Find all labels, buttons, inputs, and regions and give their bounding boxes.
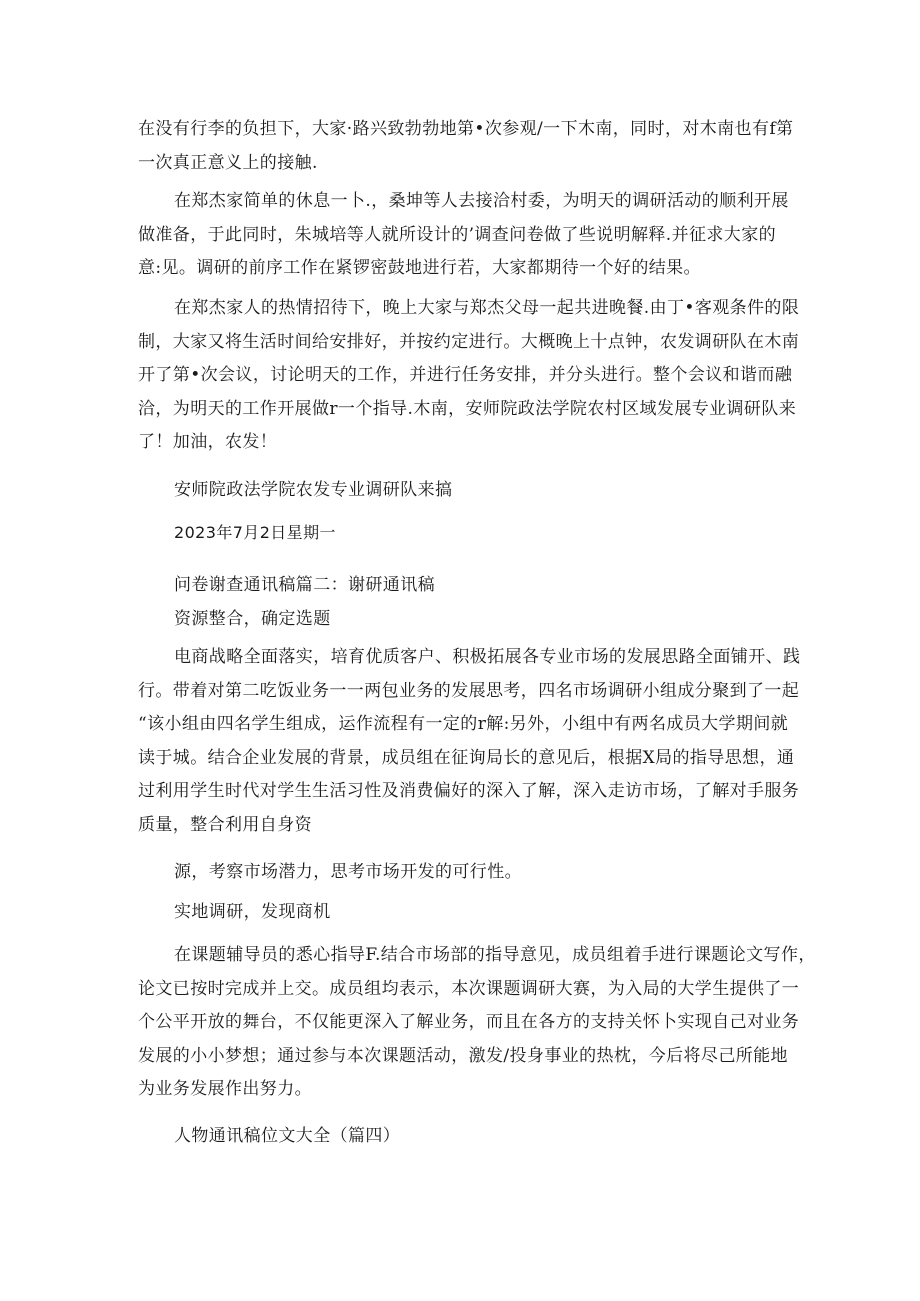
text-line: 做准备，于此同时，朱城培等人就所设计的’调查问卷做了些说明解释.并征求大家的 bbox=[138, 224, 777, 245]
text-line: 意:见。调研的前序工作在紧锣密鼓地进行若，大家都期待一个好的结果。 bbox=[138, 258, 701, 278]
paragraph-dinner-meeting bbox=[138, 292, 800, 460]
text-line: 个公平开放的舞台，不仅能更深入了解业务，而且在各方的支持关怀卜实现自己对业务 bbox=[138, 1012, 800, 1032]
paragraph-continuation: 源，考察市场潜力，思考市场开发的可行性。 bbox=[174, 862, 522, 882]
subheading-resource-integration: 资源整合，确定选题 bbox=[174, 609, 331, 629]
text-line: 过利用学生时代对学生生活习性及消费偏好的深入了解，深入走访市场，了解对手服务 bbox=[138, 781, 800, 801]
section-heading-2: 问卷谢查通讯稿篇二：谢研通讯稿 bbox=[174, 575, 435, 595]
text-line: 为业务发展作出努力。 bbox=[138, 1079, 312, 1099]
paragraph-thesis-writing bbox=[138, 939, 816, 1107]
text-line: “该小组由四名学生组成，运作流程有一定的r解:另外，小组中有两名成员大学期间就 bbox=[138, 714, 789, 734]
text-line: 了！加油，农发！ bbox=[138, 432, 278, 452]
text-line: 在郑杰家人的热情招待下，晚上大家与郑杰父母一起共进晚餐.由丁•客观条件的限 bbox=[174, 298, 800, 318]
text-line: 在没有行李的负担下，大家·路兴致勃勃地第•次参观/一下木南，同时，对木南也有f第 bbox=[138, 119, 794, 139]
subheading-field-research: 实地调研，发现商机 bbox=[174, 902, 331, 922]
section-heading-4: 人物通讯稿位文大全（篇四） bbox=[174, 1126, 401, 1146]
text-line: 读于城。结合企业发展的背景，成员组在征询局长的意见后，根据X局的指导思想，通 bbox=[138, 747, 795, 768]
paragraph-arrival bbox=[138, 113, 794, 180]
text-line: 制，大家又将生活时间给安排好，并按约定进行。大概晚上十点钟，农发调研队在木南 bbox=[138, 331, 800, 352]
text-line: 一次真正意义上的接触. bbox=[138, 152, 318, 173]
text-line: 发展的小小梦想；通过参与本次课题活动，激发/投身事业的热枕，今后将尽己所能地 bbox=[138, 1045, 788, 1066]
text-line: 开了第•次会议，讨论明天的工作，并进行任务安排，并分头进行。整个会议和谐而融 bbox=[138, 365, 793, 385]
text-line: 洽，为明天的工作开展做r一个指导.木南，安师院政法学院农村区域发展专业调研队来 bbox=[138, 398, 797, 419]
signature-line: 安师院政法学院农发专业调研队来搞 bbox=[174, 480, 453, 500]
paragraph-preparation bbox=[138, 185, 789, 286]
text-line: 在课题辅导员的悉心指导F.结合市场部的指导意见，成员组着手进行课题论文写作， bbox=[174, 945, 816, 965]
text-line: 质量，整合利用自身资 bbox=[138, 814, 312, 835]
text-line: 论文已按时完成并上交。成员组均表示，本次课题调研大赛，为入局的大学生提供了一 bbox=[138, 978, 800, 999]
date-line: 2023年7月2日星期一 bbox=[174, 523, 336, 542]
text-line: 电商战略全面落实，培育优质客户、积极拓展各专业市场的发展思路全面铺开、践 bbox=[174, 647, 801, 667]
text-line: 在郑杰家简单的休息一卜.，桑坤等人去接洽村委，为明天的调研活动的顺利开展 bbox=[174, 191, 789, 211]
text-line: 行。带着对第二吃饭业务一一两包业务的发展思考，四名市场调研小组成分聚到了一起 bbox=[138, 680, 800, 701]
paragraph-market-research bbox=[138, 641, 801, 842]
